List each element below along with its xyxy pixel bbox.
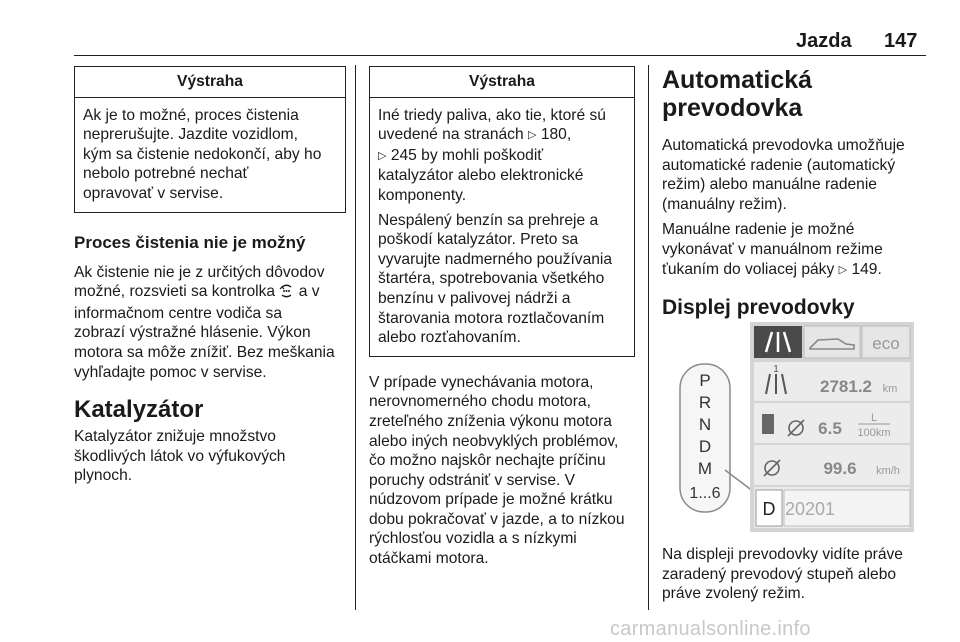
average-speed-value: 99.6 <box>823 459 857 478</box>
page-header-title: Jazda <box>796 30 852 52</box>
engine-fault-paragraph <box>369 373 635 569</box>
page-reference[interactable]: 245 by mohli poškodiť <box>390 146 544 164</box>
section-heading-cleaning: Proces čistenia nie je možný <box>74 232 306 252</box>
section-heading-catalyst: Katalyzátor <box>74 396 204 424</box>
watermark: carmanualsonline.info <box>610 618 811 640</box>
text-fragment: uvedené na stranách <box>378 126 524 144</box>
column-1 <box>74 66 346 486</box>
warning-paragraph-2 <box>378 211 626 348</box>
trip-distance-value: 2781.2 <box>820 377 872 396</box>
text-line: štartéra, spotrebovania všetkého <box>378 270 605 288</box>
text-line: poškodí katalyzátor. Preto sa <box>378 231 579 249</box>
text-line: zobrazí výstražné hlásenie. Výkon <box>74 324 311 342</box>
text-line: plynoch. <box>74 467 133 485</box>
text-line <box>378 125 626 146</box>
warning-paragraph-1 <box>378 106 626 206</box>
text-line: nebolo potrebné nechať <box>83 165 249 183</box>
gear-label-r: R <box>698 393 712 412</box>
text-line <box>378 146 626 167</box>
warning-box-1 <box>74 66 346 213</box>
odometer-value: 20201 <box>784 499 836 519</box>
section-heading-automatic <box>662 66 926 122</box>
text-line: dobu pokračovať v jazde, a to nízkou <box>369 510 625 528</box>
text-line: Automatická prevodovka umožňuje <box>662 137 905 154</box>
fuel-unit-numerator: L <box>870 412 878 424</box>
automatic-intro-paragraph <box>662 136 926 214</box>
text-line: čo možno najskôr nechajte príčinu <box>369 452 606 470</box>
text-line: vykonávať v manuálnom režime <box>662 240 883 258</box>
column-divider-1 <box>355 65 356 610</box>
filter-warning-icon <box>279 284 294 304</box>
cleaning-paragraph <box>74 263 346 383</box>
text-line: práve zvolený režim. <box>662 585 805 603</box>
gear-label-n: N <box>698 415 712 434</box>
text-line: V prípade vynechávania motora, <box>369 373 594 391</box>
text-line: informačnom centre vodiča sa <box>74 304 283 322</box>
gear-label-m: M <box>697 459 713 478</box>
gear-label-p: P <box>699 371 711 390</box>
page-number: 147 <box>884 30 918 52</box>
gear-label-manual-range: 1...6 <box>689 485 721 502</box>
text-line: režim) alebo manuálne radenie <box>662 176 877 194</box>
text-fragment: možné, rozsvieti sa kontrolka <box>74 283 276 301</box>
page-reference-icon: ▷ <box>838 263 848 276</box>
text-line: motora sa môže znížiť. Bez meškania <box>74 343 335 361</box>
text-line: vyvarujte nadmerného používania <box>378 250 613 268</box>
text-line: Ak čistenie nie je z určitých dôvodov <box>74 263 325 281</box>
heading-line: Automatická <box>662 66 813 94</box>
text-line: opravovať v servise. <box>83 184 224 202</box>
text-line: Manuálne radenie je možné <box>662 221 855 239</box>
page-reference-icon: ▷ <box>528 129 537 142</box>
car-tab <box>804 326 860 358</box>
gear-indicator: D <box>762 499 776 519</box>
fuel-consumption-value: 6.5 <box>818 419 842 438</box>
text-line <box>662 260 926 281</box>
text-line: kým sa čistenie nedokončí, aby ho <box>83 145 322 163</box>
page-reference-icon: ▷ <box>378 149 387 162</box>
text-line: zreteľného zníženia výkonu motora <box>369 412 612 430</box>
warning-box-text <box>75 98 345 212</box>
text-line: štarovania motora roztlačovaním <box>378 309 605 327</box>
text-line: Na displeji prevodovky vidíte práve <box>662 546 903 563</box>
text-line: Katalyzátor znižuje množstvo <box>74 428 276 446</box>
text-line: (manuálny režim). <box>662 195 787 213</box>
text-line: alebo rozťahovaním. <box>378 329 521 347</box>
warning-box-2 <box>369 66 635 357</box>
text-line: Nespálený benzín sa prehreje a <box>378 211 599 229</box>
text-line: nerovnomerného chodu motora, <box>369 393 591 411</box>
page-reference[interactable]: 180, <box>540 126 572 144</box>
eco-label: eco <box>872 334 900 353</box>
warning-box-title: Výstraha <box>370 67 634 98</box>
section-heading-gear-display: Displej prevodovky <box>662 296 855 320</box>
trip-number: 1 <box>773 364 779 375</box>
text-line: benzínu v palivovej nádrži a <box>378 289 571 307</box>
text-fragment: a v <box>298 283 320 301</box>
heading-line: prevodovka <box>662 94 803 122</box>
text-line: katalyzátor alebo elektronické <box>378 167 584 185</box>
text-line: núdzovom prípade je možné krátku <box>369 491 613 509</box>
text-line: rýchlosťou vozidla a s nízkymi <box>369 530 577 548</box>
fuel-pump-icon <box>762 414 774 434</box>
text-fragment: ťukaním do voliacej páky <box>662 260 835 278</box>
text-line: automatické radenie (automatický <box>662 156 896 174</box>
text-line: komponenty. <box>378 186 467 204</box>
manual-shift-paragraph <box>662 220 926 280</box>
catalyst-paragraph <box>74 427 346 486</box>
figure-caption <box>662 545 926 604</box>
trip-distance-unit: km <box>882 383 898 395</box>
column-2 <box>369 66 635 569</box>
page-reference[interactable]: 149. <box>851 260 882 278</box>
text-line: otáčkami motora. <box>369 550 489 568</box>
text-line <box>74 282 346 304</box>
warning-box-text <box>370 98 634 356</box>
column-3 <box>662 66 926 328</box>
text-line: škodlivých látok vo výfukových <box>74 447 286 465</box>
text-line: zaradený prevodový stupeň alebo <box>662 565 897 583</box>
text-line: alebo iných neobvyklých problémov, <box>369 432 619 450</box>
average-speed-unit: km/h <box>876 465 900 477</box>
text-line: poruchy odstrániť v servise. V <box>369 471 576 489</box>
text-line: neprerušujte. Jazdite vozidlom, <box>83 126 298 144</box>
text-line: vyhľadajte pomoc v servise. <box>74 363 267 381</box>
warning-box-title: Výstraha <box>75 67 345 98</box>
gear-display-figure <box>670 322 914 532</box>
text-line: Ak je to možné, proces čistenia <box>83 106 299 124</box>
gear-label-d: D <box>698 437 712 456</box>
text-line: Iné triedy paliva, ako tie, ktoré sú <box>378 106 606 124</box>
fuel-unit-denominator: 100km <box>857 427 891 439</box>
header-rule <box>74 55 926 56</box>
column-divider-2 <box>648 65 649 610</box>
